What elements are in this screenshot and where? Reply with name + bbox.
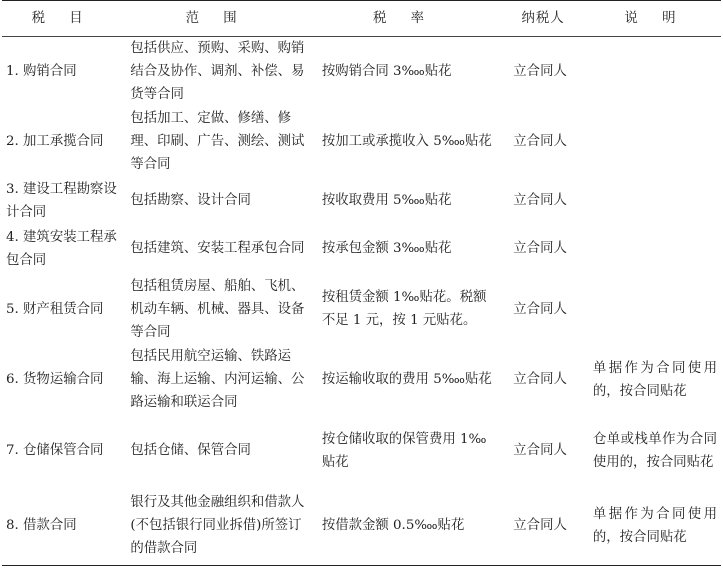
row-note	[589, 224, 721, 273]
table-row	[2, 414, 721, 487]
row-rate: 按承包金额 3‱贴花	[321, 241, 452, 256]
stamp-tax-table	[2, 0, 721, 566]
header-row	[2, 1, 721, 37]
row-payer: 立合同人	[513, 443, 567, 458]
row-scope: 包括租赁房屋、船舶、飞机、机动车辆、机械、器具、设备等合同	[130, 278, 305, 340]
row-item: 6. 货物运输合同	[6, 372, 104, 387]
row-note	[589, 273, 721, 345]
row-scope: 包括民用航空运输、铁路运输、海上运输、内河运输、公路运输和联运合同	[130, 349, 305, 410]
row-rate: 按仓储收取的保管费用 1‰贴花	[321, 431, 487, 470]
row-scope: 包括勘察、设计合同	[130, 193, 251, 208]
row-scope: 包括供应、预购、采购、购销结合及协作、调剂、补偿、易货等合同	[130, 41, 305, 102]
row-scope: 包括仓储、保管合同	[130, 443, 251, 458]
row-rate: 按加工或承揽收入 5‱贴花	[321, 134, 492, 149]
row-item: 5. 财产租赁合同	[6, 301, 104, 317]
row-payer: 立合同人	[513, 301, 567, 317]
row-rate: 按收取费用 5‱贴花	[321, 193, 452, 208]
table-row	[2, 345, 721, 414]
row-note	[589, 37, 721, 107]
row-scope: 银行及其他金融组织和借款人(不包括银行同业拆借)所签订的借款合同	[122, 487, 309, 565]
row-note: 仓单或栈单作为合同使用的，按合同贴花	[592, 431, 717, 470]
table-row	[2, 106, 721, 177]
row-note	[589, 106, 721, 177]
row-payer: 立合同人	[513, 134, 567, 149]
row-item: 3. 建设工程勘察设计合同	[6, 181, 117, 220]
table-header	[2, 1, 721, 37]
row-scope: 包括加工、定做、修缮、修理、印刷、广告、测绘、测试等合同	[130, 111, 305, 172]
table-row	[2, 487, 721, 565]
table-row	[2, 177, 721, 224]
table-body	[2, 37, 721, 566]
table-row	[2, 273, 721, 345]
row-payer: 立合同人	[513, 64, 567, 79]
header-rate: 税 率	[310, 1, 497, 37]
row-item: 7. 仓储保管合同	[6, 443, 104, 458]
header-item: 税 目	[2, 1, 122, 37]
table-row	[2, 37, 721, 107]
row-note: 单据作为合同使用的，按合同贴花	[592, 360, 717, 399]
row-item: 1. 购销合同	[6, 64, 77, 79]
row-payer: 立合同人	[497, 487, 589, 565]
row-note	[589, 177, 721, 224]
row-payer: 立合同人	[513, 372, 567, 387]
row-rate: 按运输收取的费用 5‱贴花	[321, 372, 492, 387]
table-row	[2, 224, 721, 273]
header-payer: 纳税人	[497, 1, 589, 37]
row-payer: 立合同人	[513, 193, 567, 208]
row-item: 8. 借款合同	[2, 487, 122, 565]
row-rate: 按购销合同 3‱贴花	[321, 64, 452, 79]
header-note: 说 明	[589, 1, 721, 37]
row-payer: 立合同人	[513, 241, 567, 256]
row-rate: 按租赁金额 1‰贴花。税额不足 1 元，按 1 元贴花。	[321, 290, 487, 328]
header-scope: 范 围	[122, 1, 309, 37]
row-item: 4. 建筑安装工程承包合同	[6, 229, 117, 268]
row-item: 2. 加工承揽合同	[6, 134, 104, 149]
row-scope: 包括建筑、安装工程承包合同	[130, 241, 305, 256]
row-note: 单据作为合同使用的，按合同贴花	[589, 487, 721, 565]
row-rate: 按借款金额 0.5‱贴花	[310, 487, 497, 565]
